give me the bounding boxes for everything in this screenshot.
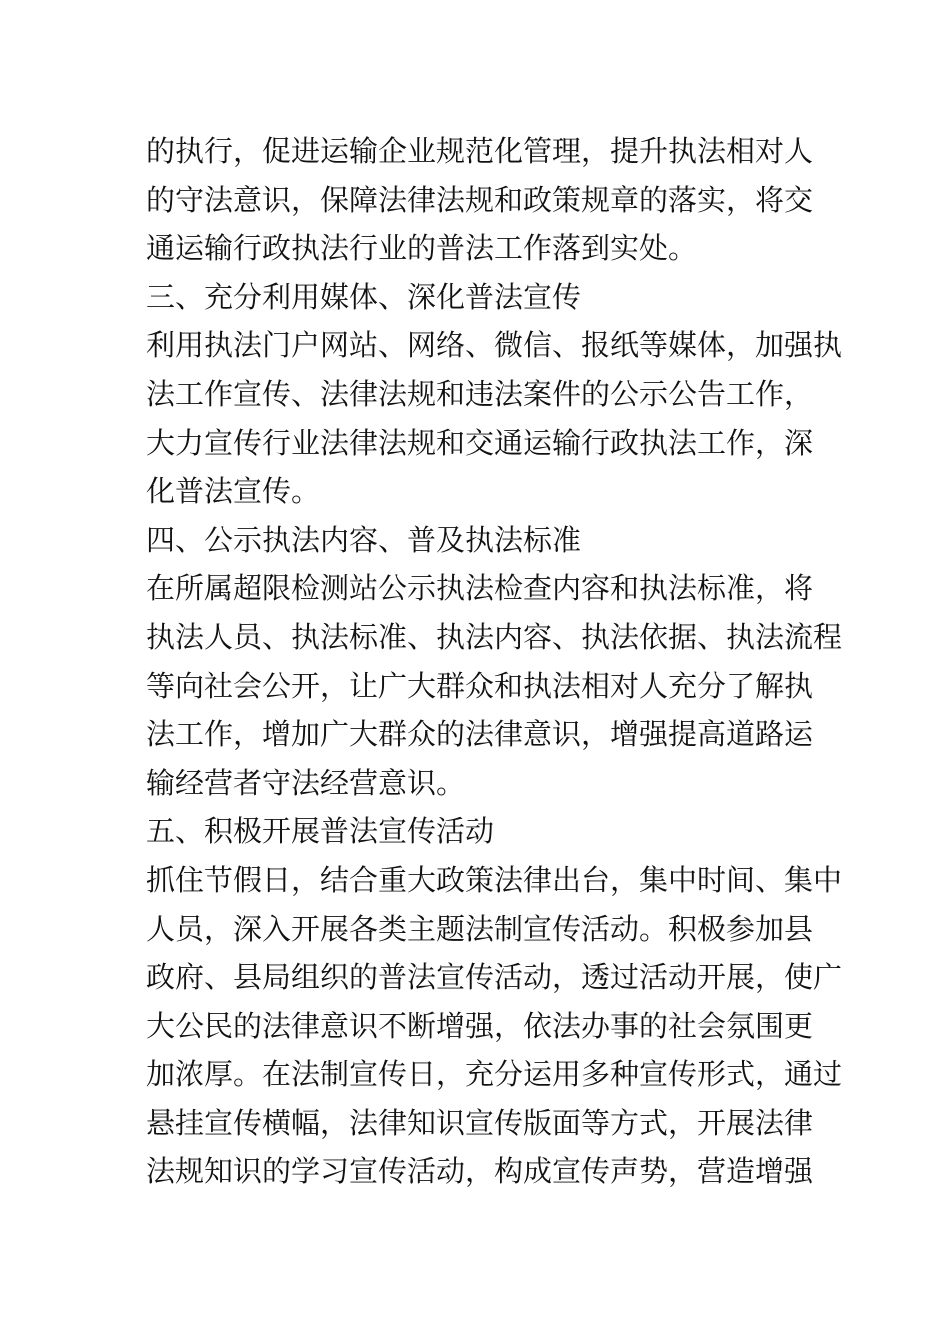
- text-line: 法规知识的学习宣传活动，构成宣传声势，营造增强: [146, 1154, 814, 1189]
- text-line: 利用执法门户网站、网络、微信、报纸等媒体，加强执: [146, 328, 843, 363]
- text-line: 输经营者守法经营意识。: [146, 765, 466, 800]
- text-line: 大公民的法律意识不断增强，依法办事的社会氛围更: [146, 1008, 814, 1043]
- text-line: 在所属超限检测站公示执法检查内容和执法标准，将: [146, 571, 814, 606]
- text-line: 的守法意识，保障法律法规和政策规章的落实，将交: [146, 182, 814, 217]
- text-line: 加浓厚。在法制宣传日，充分运用多种宣传形式，通过: [146, 1057, 843, 1092]
- text-line: 法工作，增加广大群众的法律意识，增强提高道路运: [146, 717, 814, 752]
- text-line: 悬挂宣传横幅，法律知识宣传版面等方式，开展法律: [146, 1105, 814, 1140]
- document-body: [146, 127, 843, 1196]
- text-line: 通运输行政执法行业的普法工作落到实处。: [146, 231, 698, 266]
- text-line: 人员，深入开展各类主题法制宣传活动。积极参加县: [146, 911, 814, 946]
- text-line: 抓住节假日，结合重大政策法律出台，集中时间、集中: [146, 862, 843, 897]
- text-line: 的执行，促进运输企业规范化管理，提升执法相对人: [146, 134, 814, 168]
- text-line: 等向社会公开，让广大群众和执法相对人充分了解执: [146, 668, 814, 703]
- text-line: 大力宣传行业法律法规和交通运输行政执法工作，深: [146, 425, 814, 460]
- text-line: 法工作宣传、法律法规和违法案件的公示公告工作，: [146, 376, 814, 411]
- text-line: 化普法宣传。: [146, 474, 321, 509]
- section-heading: 四、公示执法内容、普及执法标准: [146, 522, 582, 557]
- section-heading: 五、积极开展普法宣传活动: [146, 814, 495, 849]
- text-line: 政府、县局组织的普法宣传活动，透过活动开展，使广: [146, 960, 843, 995]
- text-line: 执法人员、执法标准、执法内容、执法依据、执法流程: [146, 619, 843, 654]
- section-heading: 三、充分利用媒体、深化普法宣传: [146, 279, 582, 314]
